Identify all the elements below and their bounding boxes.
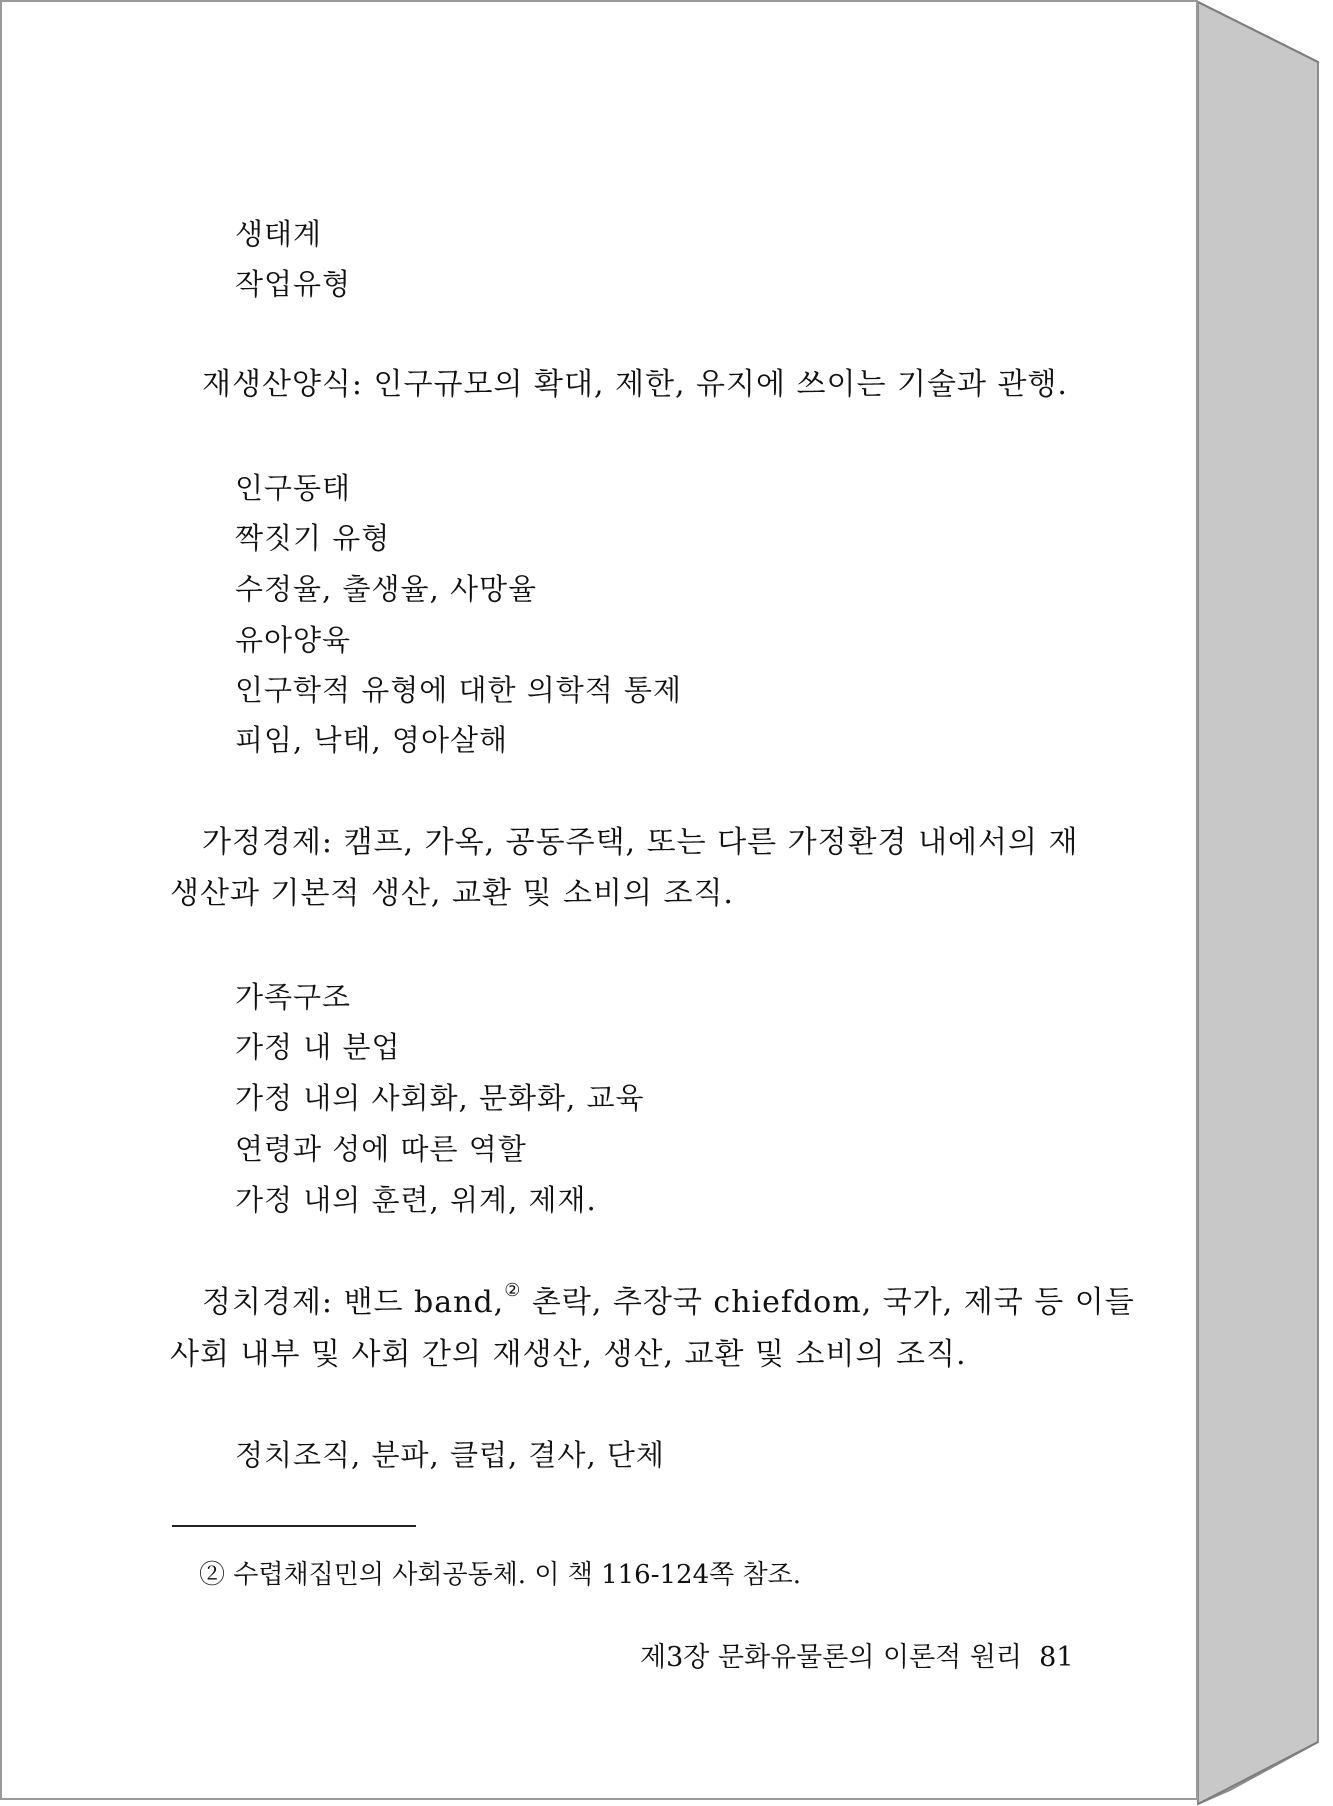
list-item: 피임, 낙태, 영아살해 xyxy=(235,723,508,757)
list-item: 가족구조 xyxy=(235,980,352,1014)
list-item: 연령과 성에 따른 역할 xyxy=(235,1132,527,1166)
list-item: 정치조직, 분파, 클럽, 결사, 단체 xyxy=(235,1438,665,1472)
list-item: 인구학적 유형에 대한 의학적 통제 xyxy=(235,673,683,707)
list-item: 가정 내 분업 xyxy=(235,1030,401,1064)
footnote: ② 수렵채집민의 사회공동체. 이 책 116-124쪽 참조. xyxy=(199,1560,802,1590)
paragraph-political-line1 xyxy=(202,1280,1135,1320)
paragraph-political-text-a: 정치경제: 밴드 band, xyxy=(202,1285,505,1320)
paragraph-domestic-line1: 가정경제: 캠프, 가옥, 공동주택, 또는 다른 가정환경 내에서의 재 xyxy=(202,825,1079,860)
running-footer xyxy=(640,1635,1074,1674)
list-item: 수정율, 출생율, 사망율 xyxy=(235,572,537,606)
paragraph-domestic-line2: 생산과 기본적 생산, 교환 및 소비의 조직. xyxy=(170,876,734,911)
list-item: 생태계 xyxy=(235,217,323,251)
list-item: 가정 내의 훈련, 위계, 제재. xyxy=(235,1183,597,1217)
paragraph-reproduction: 재생산양식: 인구규모의 확대, 제한, 유지에 쓰이는 기술과 관행. xyxy=(202,367,1068,402)
footnote-divider xyxy=(172,1525,416,1527)
footnote-mark: ② xyxy=(504,1280,522,1301)
paragraph-political-line2: 사회 내부 및 사회 간의 재생산, 생산, 교환 및 소비의 조직. xyxy=(170,1337,967,1372)
paragraph-political-text-b: 촌락, 추장국 chiefdom, 국가, 제국 등 이들 xyxy=(521,1285,1135,1320)
chapter-title: 제3장 문화유물론의 이론적 원리 xyxy=(640,1642,1022,1673)
page-number: 81 xyxy=(1039,1642,1074,1673)
list-item: 가정 내의 사회화, 문화화, 교육 xyxy=(235,1081,645,1115)
list-item: 인구동태 xyxy=(235,471,352,505)
list-item: 유아양육 xyxy=(235,623,352,657)
list-item: 짝짓기 유형 xyxy=(235,521,391,555)
list-item: 작업유형 xyxy=(235,267,352,301)
